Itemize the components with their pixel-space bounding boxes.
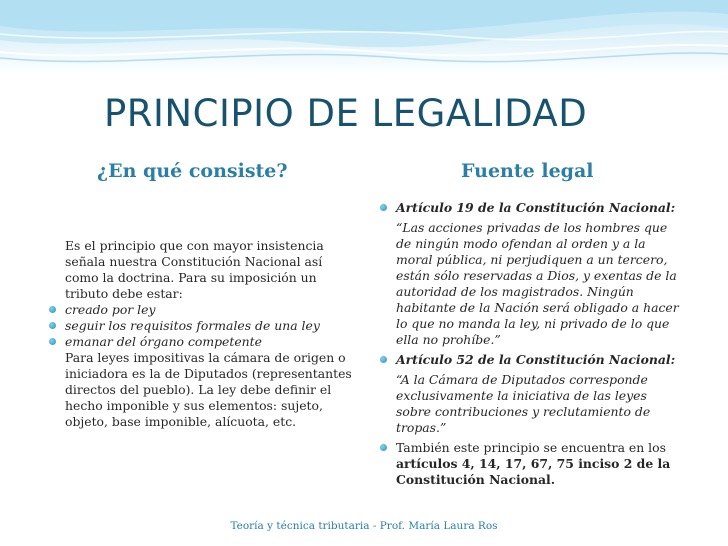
bullet-icon [49, 338, 56, 345]
list-item [49, 302, 354, 318]
list-item-text: seguir los requisitos formales de una ley [65, 318, 320, 333]
bullet-icon [380, 356, 387, 363]
article-52-quote: “A la Cámara de Diputados corresponde exclusivamente la iniciativa de las leyes sobre contribuciones y reclutamiento de tropas.” [396, 372, 651, 435]
right-column [380, 200, 685, 488]
page-title: PRINCIPIO DE LEGALIDAD [104, 92, 588, 135]
bullet-icon [49, 322, 56, 329]
list-item [49, 334, 354, 350]
intro-paragraph: Es el principio que con mayor insistencia señala nuestra Constitución Nacional así como la doctrina. Para su imposición un tributo debe estar: [65, 238, 324, 301]
right-column-heading: Fuente legal [461, 160, 594, 182]
also-item [380, 440, 685, 488]
left-column-heading: ¿En qué consiste? [97, 160, 288, 182]
left-column [49, 238, 354, 430]
bullet-icon [380, 444, 387, 451]
article-52-item [380, 352, 685, 368]
also-articles: artículos 4, 14, 17, 67, 75 inciso 2 de la Constitución Nacional. [396, 456, 671, 487]
closing-paragraph: Para leyes impositivas la cámara de origen o iniciadora es la de Diputados (representantes directos del pueblo). La ley debe definir el hecho imponible y sus elementos: sujeto, objeto, base imponible, alícuota, etc. [65, 350, 352, 429]
footer-credit: Teoría y técnica tributaria - Prof. María Laura Ros [230, 520, 498, 532]
decorative-wave-band [0, 0, 728, 74]
article-19-heading: Artículo 19 de la Constitución Nacional: [396, 200, 676, 215]
bullet-icon [49, 306, 56, 313]
list-item-text: emanar del órgano competente [65, 334, 262, 349]
list-item-text: creado por ley [65, 302, 156, 317]
list-item [49, 318, 354, 334]
article-19-quote: “Las acciones privadas de los hombres que de ningún modo ofendan al orden y a la moral pública, ni perjudiquen a un tercero, están sólo reservadas a Dios, y exentas de la autoridad de los magistrados. Ningún habitante de la Nación será obligado a hacer lo que no manda la ley, ni privado de lo que ella no prohíbe.” [396, 220, 679, 347]
also-text: También este principio se encuentra en los [396, 440, 666, 455]
article-19-item [380, 200, 685, 216]
wave-graphic [0, 0, 728, 74]
article-52-heading: Artículo 52 de la Constitución Nacional: [396, 352, 676, 367]
bullet-icon [380, 204, 387, 211]
